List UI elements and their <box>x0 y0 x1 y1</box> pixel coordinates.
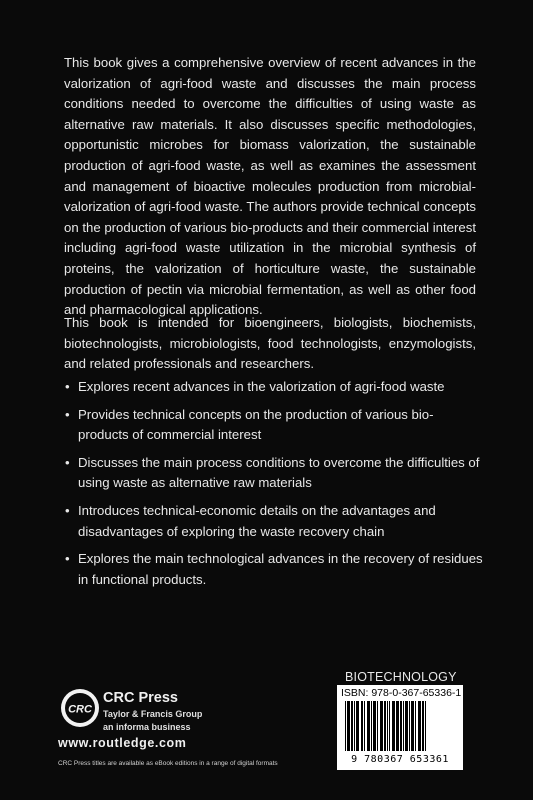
bullet-icon: • <box>65 379 70 394</box>
publisher-tagline: Taylor & Francis Group <box>103 709 203 719</box>
barcode-icon <box>341 701 459 753</box>
publisher-website[interactable]: www.routledge.com <box>58 736 187 750</box>
audience-paragraph: This book is intended for bioengineers, biologists, biochemists, biotechnologists, microbiologists, food technologists, enzymologists, and related professionals and researchers. <box>64 315 476 372</box>
bullet-icon: • <box>65 551 70 567</box>
feature-list <box>64 377 484 597</box>
list-item: • Discusses the main process conditions to overcome the difficulties of using waste as alternative raw materials <box>65 454 480 491</box>
bullet-icon: • <box>65 502 70 518</box>
list-item: • Provides technical concepts on the production of various bio-products of commercial interest <box>65 406 434 443</box>
description-paragraph: This book gives a comprehensive overview of recent advances in the valorization of agri-food waste and discusses the main process conditions needed to overcome the difficulties of using waste as alternative raw materials. It also discusses specific methodologies, opportunistic microbes for biomass valorization, the sustainable production of agri-food waste, as well as examines the assessment and management of bioactive molecules production from microbial-valorization of agri-food waste. The authors provide technical concepts on the production of various bio-products and their commercial interest including agri-food waste utilization in the microbial synthesis of proteins, the valorization of horticulture waste, the sustainable production of pectin via microbial fermentation, as well as other food and pharmacological applications. <box>64 55 476 318</box>
isbn-label: ISBN: 978-0-367-65336-1 <box>341 687 462 699</box>
isbn-barcode <box>337 685 463 770</box>
list-item: • Introduces technical-economic details on the advantages and disadvantages of exploring the waste recovery chain <box>65 502 436 539</box>
publisher-name: CRC Press <box>103 690 178 706</box>
publisher-subtagline: an informa business <box>103 722 191 732</box>
bullet-icon: • <box>65 406 70 422</box>
bullet-icon: • <box>65 454 70 470</box>
logo-text: CRC <box>68 703 92 716</box>
crc-press-logo <box>60 688 100 728</box>
barcode-number: 9 780367 653361 <box>351 754 449 765</box>
list-item: • Explores recent advances in the valorization of agri-food waste <box>64 377 484 398</box>
subject-category: BIOTECHNOLOGY <box>345 670 457 684</box>
ebook-note: CRC Press titles are available as eBook editions in a range of digital formats <box>58 760 278 767</box>
list-item: • Explores the main technological advances in the recovery of residues in functional products. <box>65 551 483 587</box>
